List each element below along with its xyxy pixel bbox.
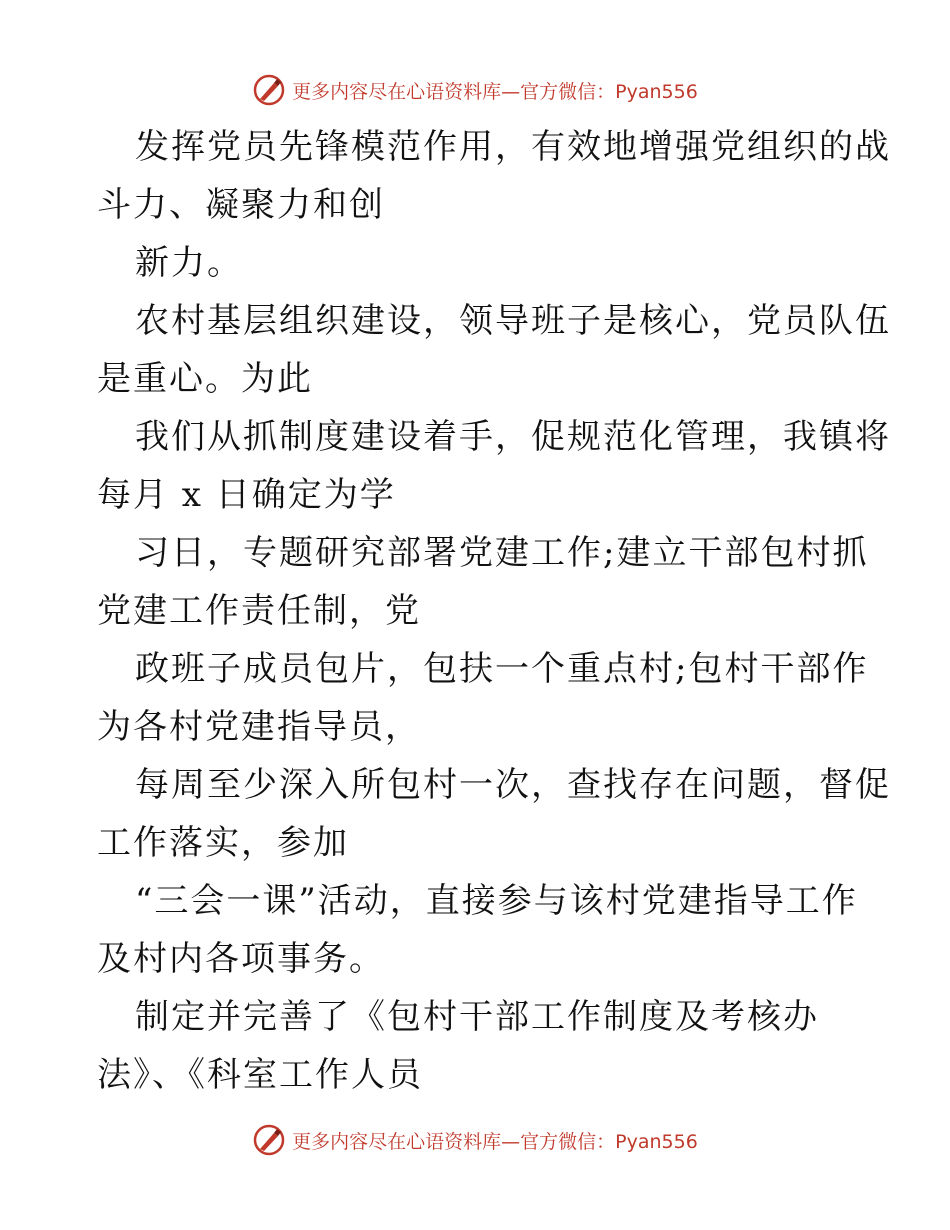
body-line: 我们从抓制度建设着手，促规范化管理，我镇将	[135, 417, 891, 457]
document-body	[97, 118, 891, 1104]
body-line: 及村内各项事务。	[97, 939, 385, 979]
header-watermark	[0, 70, 950, 110]
body-line: 工作落实，参加	[97, 823, 349, 863]
footer-watermark	[0, 1120, 950, 1160]
header-wechat-text: —官方微信：Pyan556	[501, 80, 698, 103]
body-line: 党建工作责任制，党	[97, 591, 421, 631]
body-line: 每周至少深入所包村一次，查找存在问题，督促	[135, 765, 891, 805]
footer-wechat-text: —官方微信：Pyan556	[501, 1130, 698, 1153]
pen-circle-logo-icon	[252, 73, 286, 107]
body-line: “三会一课”活动，直接参与该村党建指导工作	[135, 881, 858, 921]
body-line: 每月 x 日确定为学	[97, 475, 396, 515]
body-line: 法》、《科室工作人员	[97, 1055, 423, 1095]
footer-site-text: 更多内容尽在心语资料库	[292, 1130, 502, 1153]
body-line: 习日，专题研究部署党建工作;建立干部包村抓	[135, 533, 869, 573]
body-line: 发挥党员先锋模范作用，有效地增强党组织的战	[135, 127, 891, 167]
pen-circle-logo-icon	[252, 1123, 286, 1157]
body-line: 政班子成员包片，包扶一个重点村;包村干部作	[135, 649, 869, 689]
body-line: 新力。	[135, 243, 243, 283]
header-site-text: 更多内容尽在心语资料库	[292, 80, 502, 103]
body-line: 制定并完善了《包村干部工作制度及考核办	[135, 997, 819, 1037]
body-line: 农村基层组织建设，领导班子是核心，党员队伍	[135, 301, 891, 341]
body-line: 斗力、凝聚力和创	[97, 185, 385, 225]
body-line: 是重心。为此	[97, 359, 313, 399]
body-line: 为各村党建指导员，	[97, 707, 421, 747]
